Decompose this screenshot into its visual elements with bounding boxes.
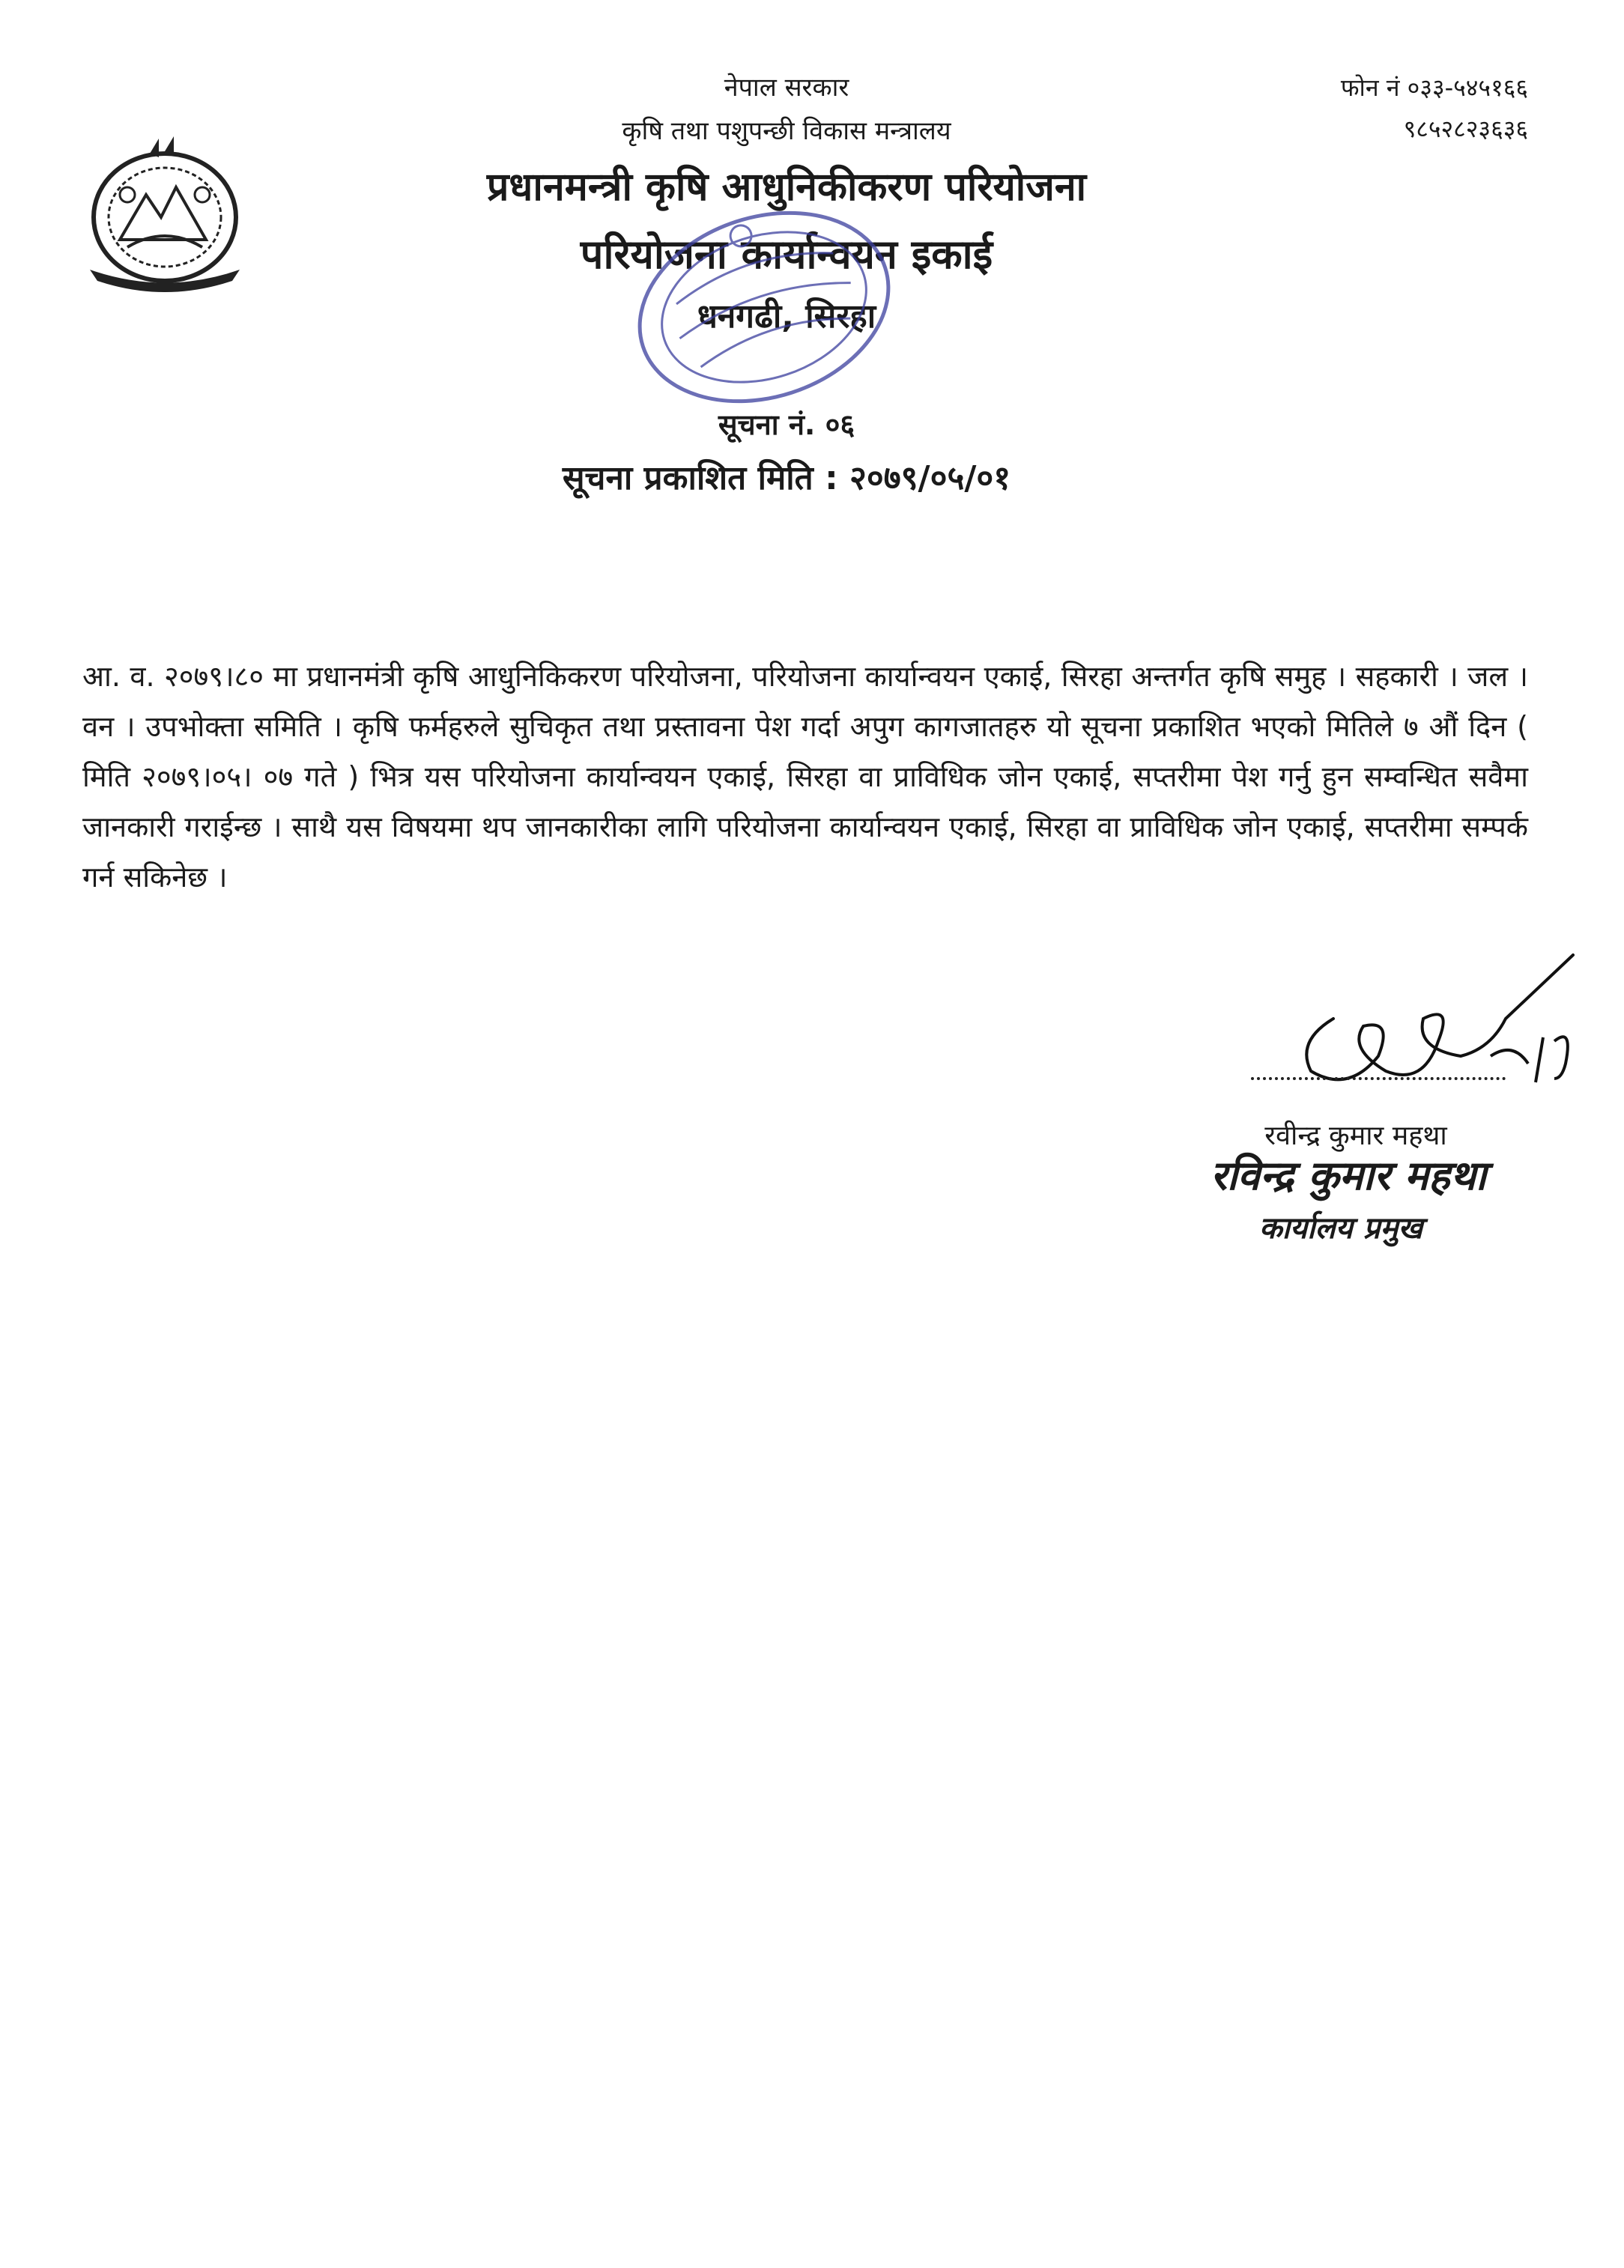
project-name: प्रधानमन्त्री कृषि आधुनिकीकरण परियोजना (486, 165, 1087, 210)
published-date: सूचना प्रकाशित मिति : २०७९/०५/०१ (562, 459, 1011, 497)
notice-body: आ. व. २०७९।८० मा प्रधानमंत्री कृषि आधुनिकिकरण परियोजना, परियोजना कार्यान्वयन एकाई, सिरहा अन्तर्गत कृषि समुह । सहकारी । जल । वन । उपभोक्ता समिति । कृषि फर्महरुले सुचिकृत तथा प्रस्तावना पेश गर्दा अपुग कागजातहरु यो सूचना प्रकाशित भएको मितिले ७ औं दिन ( मिति २०७९।०५। ०७ गते ) भित्र यस परियोजना कार्यान्वयन एकाई, सिरहा वा प्राविधिक जोन एकाई, सप्तरीमा पेश गर्नु हुन सम्वन्धित सवैमा जानकारी गराईन्छ । साथै यस विषयमा थप जानकारीका लागि परियोजना कार्यान्वयन एकाई, सिरहा वा प्राविधिक जोन एकाई, सप्तरीमा सम्पर्क गर्न सकिनेछ । (82, 660, 1528, 894)
office-location: धनगढी, सिरहा (697, 297, 876, 336)
mobile-number: ९८५२८२३६३६ (1403, 115, 1528, 143)
phone-number: फोन नं ०३३-५४५१६६ (1340, 73, 1528, 102)
signature-icon (1266, 951, 1596, 1116)
notice-number: सूचना नं. ०६ (718, 408, 855, 441)
signatory-name-stamp: रविन्द्र कुमार महथा (1210, 1152, 1487, 1199)
ministry-name: कृषि तथा पशुपन्छी विकास मन्त्रालय (622, 116, 951, 146)
government-name: नेपाल सरकार (724, 73, 849, 103)
signature-line (1251, 1077, 1506, 1080)
nepal-emblem-icon (75, 135, 255, 292)
unit-name: परियोजना कार्यान्वयन इकाई (580, 231, 993, 278)
signatory-name: रवीन्द्र कुमार महथा (1264, 1121, 1447, 1151)
signatory-title: कार्यालय प्रमुख (1258, 1211, 1423, 1246)
office-stamp-icon (614, 187, 914, 427)
